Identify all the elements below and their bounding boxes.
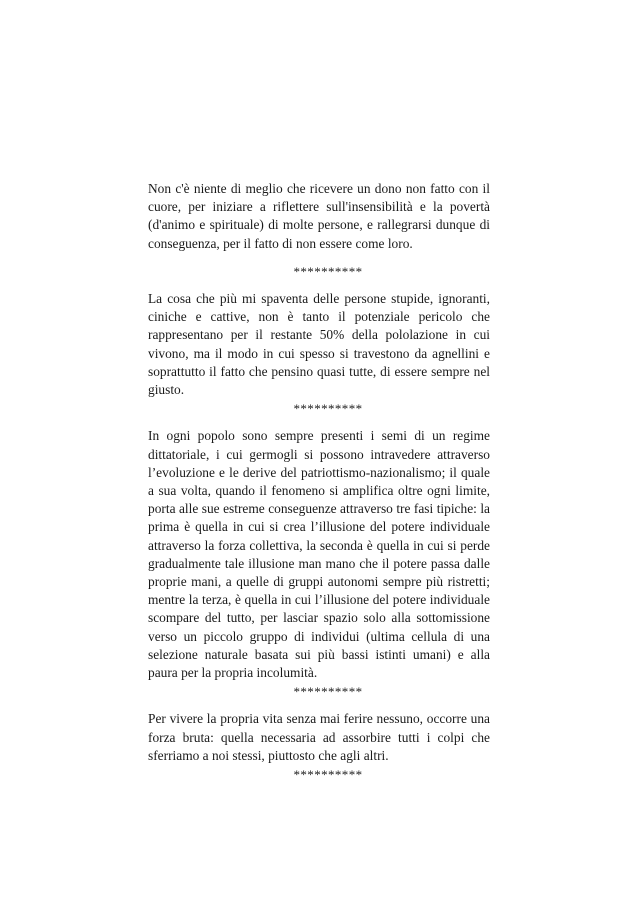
separator-4: ********** xyxy=(293,767,363,783)
separator-3: ********** xyxy=(293,684,363,700)
aphorism-4: Per vivere la propria vita senza mai ferire nessuno, occorre una forza bruta: quella necessaria ad assorbire tutti i colpi che sferriamo a noi stessi, piuttosto che agli altri. xyxy=(148,711,490,763)
aphorism-1: Non c'è niente di meglio che ricevere un dono non fatto con il cuore, per iniziare a riflettere sull'insensibilità e la povertà (d'animo e spirituale) di molte persone, e rallegrarsi dunque di conseguenza, per il fatto di non essere come loro. xyxy=(148,181,490,251)
aphorism-3: In ogni popolo sono sempre presenti i semi di un regime dittatoriale, i cui germogli si possono intravedere attraverso l’evoluzione e le derive del patriottismo-nazionalismo; il quale a sua volta, quando il fenomeno si amplifica oltre ogni limite, porta alle sue estreme conseguenze attraverso tre fasi tipiche: la prima è quella in cui si crea l’illusione del potere individuale attraverso la forza collettiva, la seconda è quella in cui si perde gradualmente tale illusione man mano che il potere passa dalle proprie mani, a quelle di gruppi autonomi sempre più ristretti; mentre la terza, è quella in cui l’illusione del potere individuale scompare del tutto, per lasciar spazio solo alla sottomissione verso un piccolo gruppo di individui (ultima cellula di una selezione naturale basata sui più bassi istinti umani) e alla paura per la propria incolumità. xyxy=(148,428,490,681)
page-content xyxy=(148,180,490,784)
separator-2: ********** xyxy=(293,401,363,417)
separator-1: ********** xyxy=(293,263,363,279)
aphorism-2: La cosa che più mi spaventa delle persone stupide, ignoranti, ciniche e cattive, non è tanto il potenziale pericolo che rappresentano per il restante 50% della pololazione in cui vivono, ma il modo in cui spesso si travestono da agnellini e soprattutto il fatto che pensino quasi tutte, di essere sempre nel giusto. xyxy=(148,291,490,398)
